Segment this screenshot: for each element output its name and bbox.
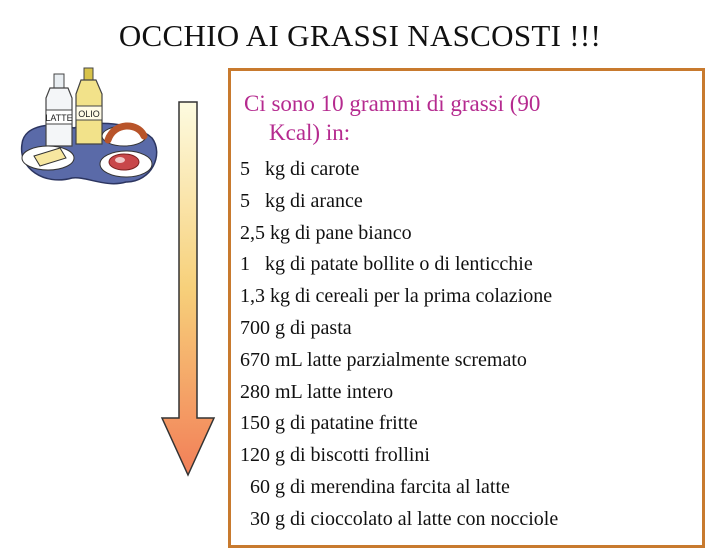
- list-item: 670 mL latte parzialmente scremato: [240, 348, 527, 371]
- list-item: 280 mL latte intero: [240, 380, 394, 403]
- milk-label: LATTE: [45, 113, 73, 123]
- oil-bottle-icon: [76, 68, 102, 144]
- meat-icon: [100, 151, 152, 177]
- fat-content-panel: [228, 68, 705, 548]
- list-item: 5 kg di carote: [240, 158, 360, 180]
- downward-arrow-icon: [158, 100, 218, 540]
- list-item: 700 g di pasta: [240, 316, 352, 339]
- list-item: 2,5 kg di pane bianco: [240, 221, 412, 244]
- oil-label: OLIO: [78, 109, 100, 119]
- food-illustration: [14, 64, 164, 194]
- butter-icon: [22, 146, 74, 170]
- list-item: 60 g di merendina farcita al latte: [240, 475, 510, 498]
- sausage-icon: [102, 126, 146, 146]
- food-list: [240, 154, 558, 536]
- list-item: 1 kg di patate bollite o di lenticchie: [240, 253, 533, 276]
- page-title: OCCHIO AI GRASSI NASCOSTI !!!: [118, 18, 602, 53]
- heading-line-1: Ci sono 10 grammi di grassi (90: [244, 91, 541, 116]
- list-item: 5 kg di arance: [240, 189, 363, 212]
- list-item: 1,3 kg di cereali per la prima colazione: [240, 285, 553, 308]
- panel-heading: [244, 89, 664, 147]
- list-item: 120 g di biscotti frollini: [240, 444, 430, 467]
- list-item: 30 g di cioccolato al latte con nocciole: [240, 507, 559, 530]
- milk-bottle-icon: [45, 74, 72, 146]
- list-item: 150 g di patatine fritte: [240, 412, 418, 435]
- heading-line-2: Kcal) in:: [269, 120, 351, 145]
